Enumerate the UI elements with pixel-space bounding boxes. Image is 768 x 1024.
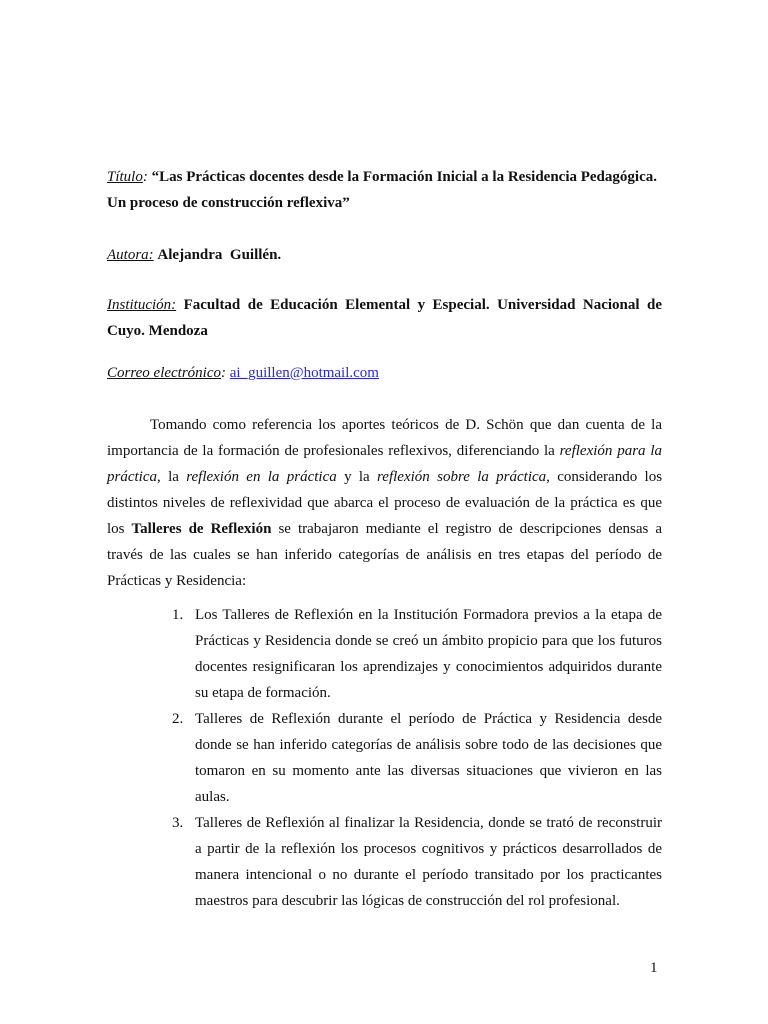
author-label: Autora:	[107, 247, 154, 263]
list-item-1-line-2: Prácticas y Residencia donde se creó un ámbito propicio para que los futuros	[195, 633, 662, 649]
body-text: se trabajaron mediante el registro de descripciones densas a	[278, 521, 663, 537]
list-item-1-line-1: Los Talleres de Reflexión en la Institución Formadora previos a la etapa de	[195, 607, 662, 623]
list-item-3-line-4: maestros para descubrir las lógicas de construcción del rol profesional.	[195, 893, 620, 909]
email-link[interactable]: ai_guillen@hotmail.com	[229, 365, 379, 381]
body-text: los	[107, 521, 125, 537]
body-line-7: Prácticas y Residencia:	[107, 573, 247, 589]
institution-line-1	[107, 292, 662, 318]
body-line-3	[107, 464, 662, 490]
body-bold: Talleres de Reflexión	[131, 521, 272, 537]
institution-line-2: Cuyo. Mendoza	[107, 323, 208, 339]
list-item-2-line-3: tomaron en su momento ante las diversas situaciones que vivieron en las	[195, 763, 662, 779]
institution-text-1: Facultad de Educación Elemental y Especial. Universidad Nacional de	[183, 297, 662, 313]
title-label: Título	[107, 169, 143, 185]
title-colon: :	[142, 169, 148, 185]
body-text: y la	[344, 469, 370, 485]
author-line	[107, 242, 281, 268]
body-italic: reflexión para la	[559, 443, 663, 459]
body-italic: reflexión sobre la práctica	[377, 469, 547, 485]
list-item-1-line-3: docentes resignificaran los aprendizajes y conocimientos adquiridos durante	[195, 659, 662, 675]
list-item-2-line-4: aulas.	[195, 789, 230, 805]
title-line-2: Un proceso de construcción reflexiva”	[107, 195, 350, 211]
page-number: 1	[650, 960, 658, 976]
list-item-3-line-2: a partir de la reflexión los procesos cognitivos y prácticos desarrollados de	[195, 841, 662, 857]
body-line-4: distintos niveles de reflexividad que abarca el proceso de evaluación de la práctica es que	[107, 495, 662, 511]
body-line-5	[107, 516, 662, 542]
body-italic: reflexión en la práctica	[186, 469, 337, 485]
email-label: Correo electrónico	[107, 365, 222, 381]
body-line-2	[107, 438, 662, 464]
title-text-1: “Las Prácticas docentes desde la Formación Inicial a la Residencia Pedagógica.	[151, 169, 657, 185]
body-line-1: Tomando como referencia los aportes teóricos de D. Schön que dan cuenta de la	[150, 417, 662, 433]
email-line	[107, 360, 379, 386]
list-number-2: 2.	[172, 711, 184, 727]
list-number-3: 3.	[172, 815, 184, 831]
list-item-3-line-1: Talleres de Reflexión al finalizar la Residencia, donde se trató de reconstruir	[195, 815, 662, 831]
list-number-1: 1.	[172, 607, 184, 623]
body-text: , considerando los	[546, 469, 663, 485]
author-name: Alejandra Guillén.	[157, 247, 282, 263]
body-text: , la	[157, 469, 179, 485]
list-item-2-line-1: Talleres de Reflexión durante el período de Práctica y Residencia desde	[195, 711, 662, 727]
list-item-1-line-4: su etapa de formación.	[195, 685, 331, 701]
body-text: importancia de la formación de profesionales reflexivos, diferenciando la	[107, 443, 555, 459]
list-item-2-line-2: donde se han inferido categorías de análisis sobre todo de las decisiones que	[195, 737, 662, 753]
list-item-3-line-3: manera intencional o no durante el período transitado por los practicantes	[195, 867, 662, 883]
email-colon: :	[221, 365, 227, 381]
institution-label: Institución:	[107, 297, 177, 313]
body-italic: práctica	[107, 469, 157, 485]
body-line-6: través de las cuales se han inferido categorías de análisis en tres etapas del período de	[107, 547, 662, 563]
title-line-1	[107, 164, 657, 190]
